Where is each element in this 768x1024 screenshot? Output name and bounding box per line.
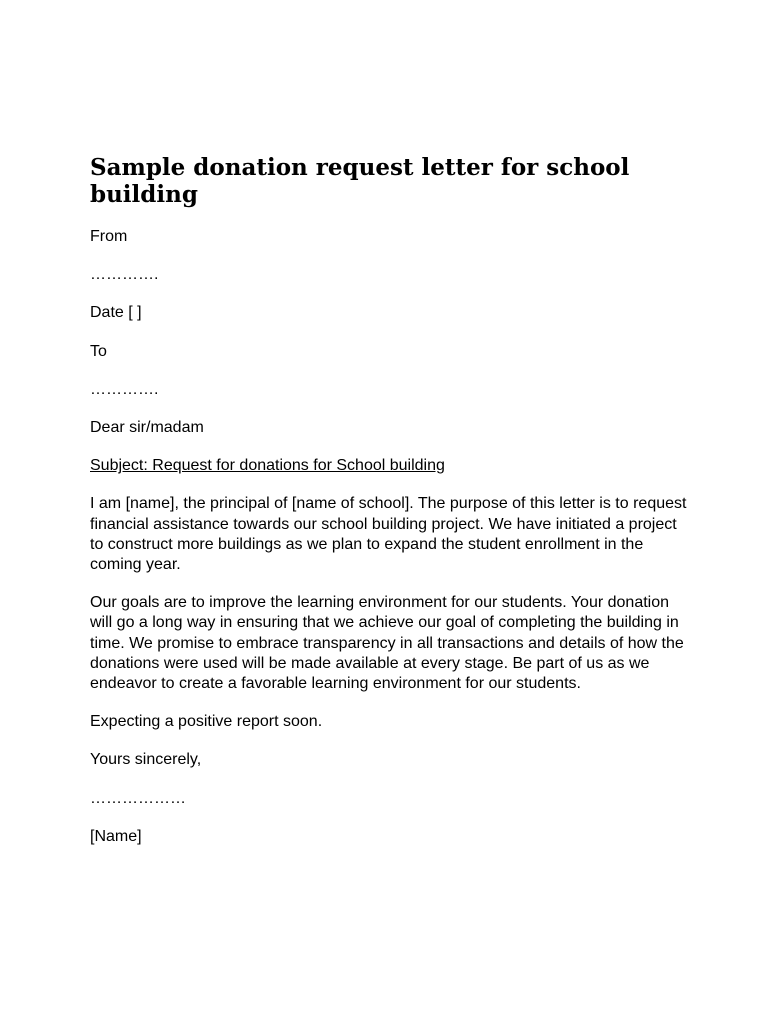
document-title: Sample donation request letter for school building (90, 154, 630, 208)
name-line: [Name] (90, 827, 142, 845)
to-label: To (90, 342, 107, 360)
closing-remark: Expecting a positive report soon. (90, 713, 323, 731)
from-label: From (90, 228, 128, 245)
salutation: Dear sir/madam (90, 419, 204, 437)
letter-page (90, 154, 690, 865)
signature-placeholder: ……………… (90, 789, 186, 807)
subject-line: Subject: Request for donations for School building (90, 457, 445, 475)
body-paragraph-2: Our goals are to improve the learning environment for our students. Your donation will go a long way in ensuring that we achieve our goal of completing the building in time. We promise to embrace transparency in all transactions and details of how the donations were used will be made available at every stage. Be part of us as we endeavor to create a favorable learning environment for our students. (90, 594, 684, 693)
sign-off: Yours sincerely, (90, 751, 202, 769)
date-line: Date [ ] (90, 304, 142, 322)
to-placeholder: …………. (90, 380, 159, 398)
body-paragraph-1: I am [name], the principal of [name of school]. The purpose of this letter is to request financial assistance towards our school building project. We have initiated a project to construct more buildings as we plan to expand the student enrollment in the coming year. (90, 495, 687, 574)
from-placeholder: …………. (90, 266, 159, 284)
